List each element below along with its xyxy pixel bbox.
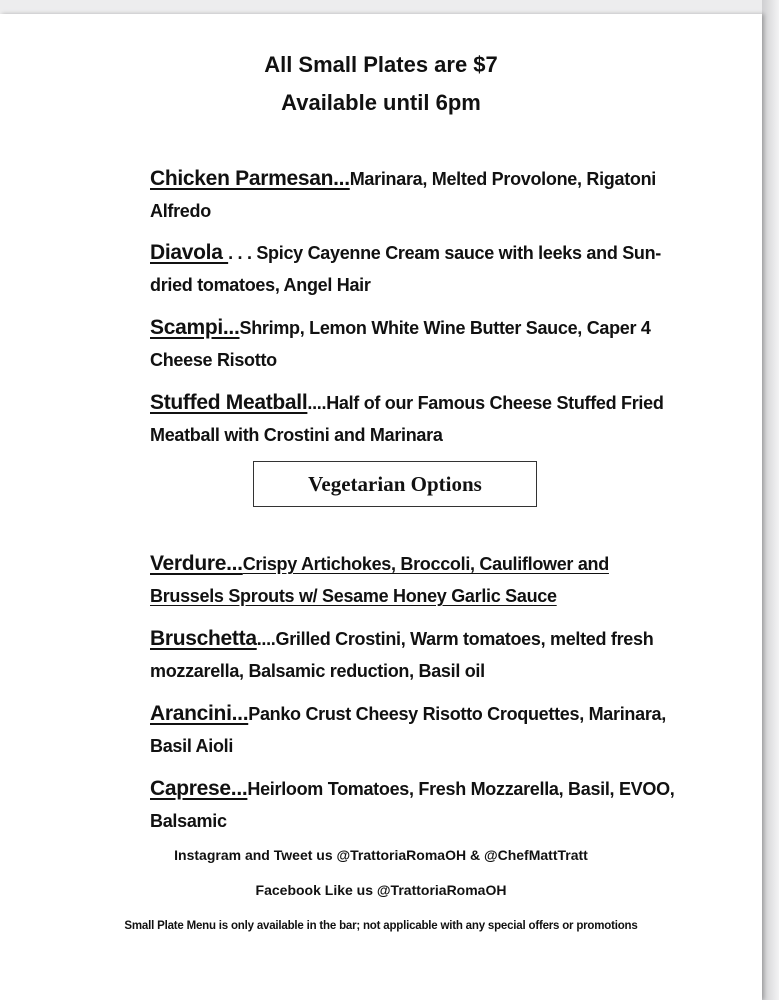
social-instagram-twitter: Instagram and Tweet us @TrattoriaRomaOH & @ChefMattTratt: [174, 847, 588, 863]
social-facebook: Facebook Like us @TrattoriaRomaOH: [255, 882, 507, 898]
menu-item-chicken-parmesan: [150, 163, 680, 227]
menu-item-verdure: [150, 548, 680, 612]
menu-item-description: ....Grilled Crostini, Warm tomatoes, melted fresh mozzarella, Balsamic reduction, Basil oil: [150, 629, 654, 681]
menu-item-name: Verdure...: [150, 552, 243, 575]
menu-item-description: Shrimp, Lemon White Wine Butter Sauce, Caper 4 Cheese Risotto: [150, 318, 651, 370]
menu-item-name: Bruschetta: [150, 627, 257, 650]
menu-item-name: Chicken Parmesan...: [150, 167, 350, 190]
vegetarian-options-heading: Vegetarian Options: [253, 461, 537, 507]
menu-item-name: Scampi...: [150, 316, 240, 339]
menu-item-description: Panko Crust Cheesy Risotto Croquettes, Marinara, Basil Aioli: [150, 704, 666, 756]
menu-item-caprese: [150, 773, 680, 837]
top-border: [0, 0, 779, 14]
menu-title-price: All Small Plates are $7: [264, 52, 498, 77]
menu-item-description: Heirloom Tomatoes, Fresh Mozzarella, Basil, EVOO, Balsamic: [150, 779, 675, 831]
menu-item-name: Caprese...: [150, 777, 248, 800]
menu-item-description: . . . Spicy Cayenne Cream sauce with leeks and Sun-dried tomatoes, Angel Hair: [150, 243, 662, 295]
menu-item-name: Diavola: [150, 241, 229, 264]
menu-title-availability: Available until 6pm: [281, 90, 481, 115]
menu-item-stuffed-meatball: [150, 387, 680, 451]
menu-item-scampi: [150, 312, 680, 376]
menu-item-description: ....Half of our Famous Cheese Stuffed Fried Meatball with Crostini and Marinara: [150, 393, 664, 445]
menu-item-bruschetta: [150, 623, 680, 687]
menu-item-name: Arancini...: [150, 702, 249, 725]
menu-item-diavola: [150, 237, 680, 301]
page-edge-shadow: [762, 0, 779, 1000]
menu-item-description: Crispy Artichokes, Broccoli, Cauliflower and Brussels Sprouts w/ Sesame Honey Garlic Sauce: [150, 554, 609, 606]
menu-item-arancini: [150, 698, 680, 762]
menu-disclaimer: Small Plate Menu is only available in the bar; not applicable with any special offers or promotions: [124, 920, 638, 932]
menu-item-name: Stuffed Meatball: [150, 391, 308, 414]
menu-item-description: Marinara, Melted Provolone, Rigatoni Alfredo: [150, 169, 656, 221]
